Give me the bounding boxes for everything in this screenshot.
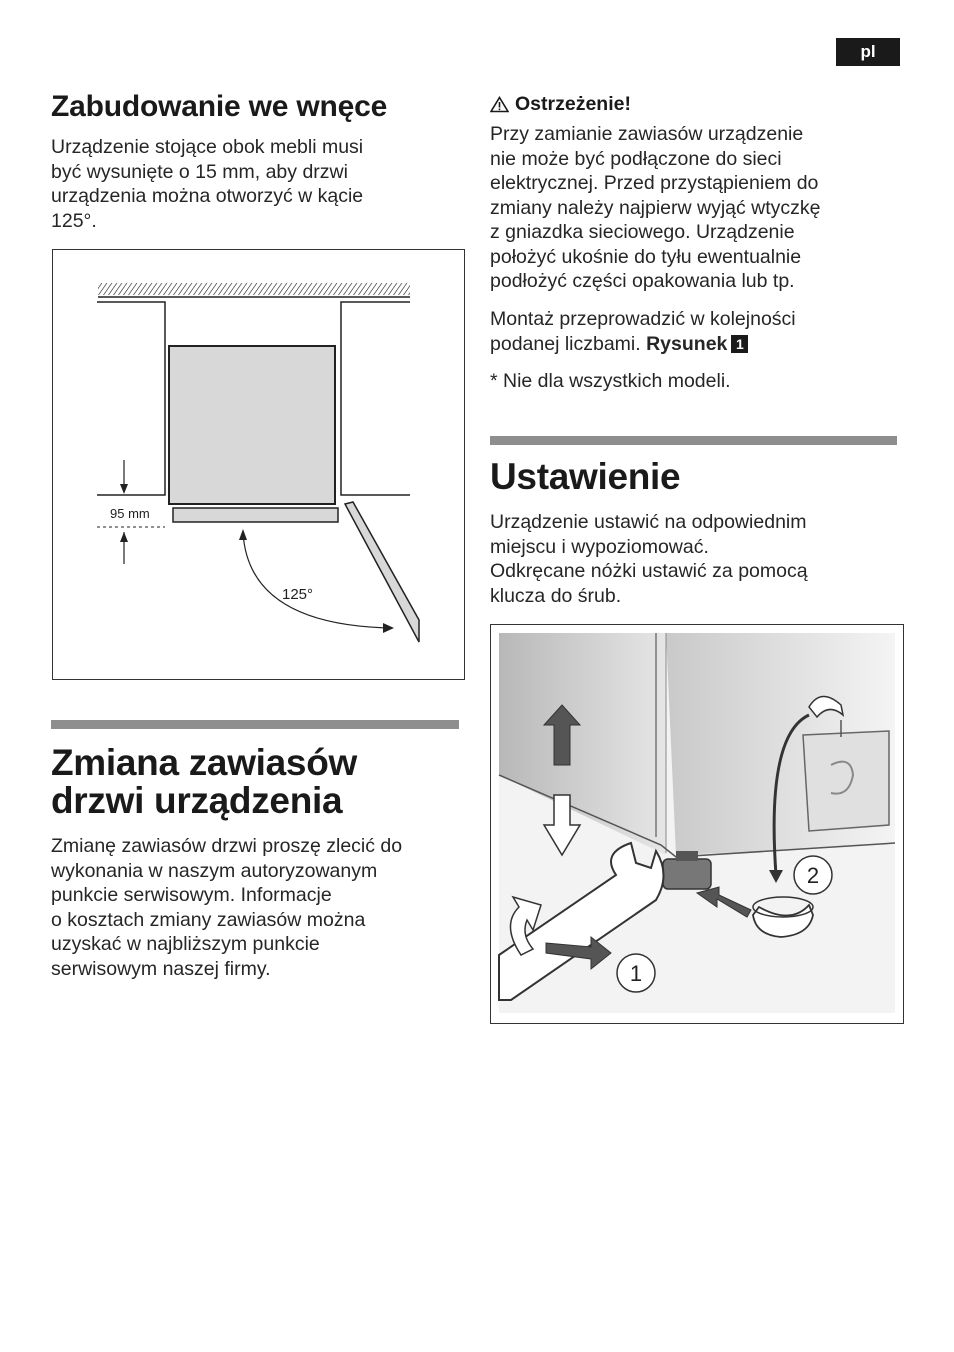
text-line: nie może być podłączone do sieci [490, 147, 782, 170]
ceiling-hatch [98, 283, 410, 295]
text-line: być wysunięte o 15 mm, aby drzwi [51, 160, 348, 183]
heading-line: Zmiana zawiasów [51, 742, 357, 783]
text-line: punkcie serwisowym. Informacje [51, 884, 332, 906]
text-line: wykonania w naszym autoryzowanym [51, 859, 378, 882]
text-line: Urządzenie stojące obok mebli musi [51, 136, 364, 158]
warning-triangle-icon [490, 96, 509, 113]
text-line: uzyskać w najbliższym punkcie [51, 933, 320, 955]
gap-dimension-label: 95 mm [110, 506, 150, 521]
paragraph-hinge-change [51, 834, 461, 981]
text-line: o kosztach zmiany zawiasów można [51, 908, 366, 931]
text-line: urządzenia można otworzyć w kącie [51, 185, 364, 207]
text-line: Przy zamianie zawiasów urządzenie [490, 123, 804, 145]
heading-hinge-change [51, 744, 357, 820]
text-segment: podanej liczbami. [490, 332, 641, 355]
step-2-label: 2 [806, 863, 820, 888]
feet-adjustment-svg [491, 625, 903, 1023]
step-1-label: 1 [629, 961, 643, 986]
footnote: * Nie dla wszystkich modeli. [490, 370, 731, 392]
text-line: Odkręcane nóżki ustawić za pomocą [490, 560, 808, 582]
text-line: Urządzenie ustawić na odpowiednim [490, 511, 807, 533]
text-line: zmiany należy najpierw wyjąć wtyczkę [490, 196, 821, 219]
text-line: klucza do śrub. [490, 584, 622, 607]
angle-label: 125° [282, 586, 314, 603]
paragraph-assembly [490, 307, 890, 356]
appliance-body [169, 346, 335, 504]
figure-niche-diagram [52, 249, 465, 680]
text-line: serwisowym naszej firmy. [51, 957, 271, 980]
warning-title [490, 93, 631, 116]
section-divider [51, 720, 459, 729]
adjustable-foot [663, 859, 711, 889]
left-cabinet [97, 302, 165, 495]
text-line: 125°. [51, 209, 97, 232]
figure-number-badge: 1 [731, 335, 748, 353]
heading-line: drzwi urządzenia [51, 780, 343, 821]
door-opened [345, 502, 419, 642]
heading-built-in-niche: Zabudowanie we wnęce [51, 90, 388, 123]
figure-reference: Rysunek [646, 332, 728, 355]
text-line: Montaż przeprowadzić w kolejności [490, 308, 796, 330]
text-line: z gniazdka sieciowego. Urządzenie [490, 221, 795, 243]
text-line: Zmianę zawiasów drzwi proszę zlecić do [51, 835, 403, 857]
text-line [490, 332, 890, 357]
section-divider [490, 436, 897, 445]
right-cabinet [341, 302, 410, 495]
text-line: miejscu i wypoziomować. [490, 535, 709, 558]
door-closed [173, 508, 338, 522]
paragraph-setup [490, 510, 890, 608]
parts-bag [803, 731, 889, 831]
text-line: elektrycznej. Przed przystąpieniem do [490, 172, 819, 194]
figure-feet-adjustment [490, 624, 904, 1024]
warning-title-text: Ostrzeżenie! [515, 93, 631, 115]
niche-diagram-svg [53, 250, 464, 679]
text-line: podłożyć części opakowania lub tp. [490, 270, 795, 292]
paragraph-warning [490, 122, 890, 294]
heading-setup: Ustawienie [490, 456, 681, 497]
text-line: położyć ukośnie do tyłu ewentualnie [490, 245, 802, 268]
language-tab: pl [836, 38, 900, 66]
paragraph-niche [51, 135, 451, 233]
